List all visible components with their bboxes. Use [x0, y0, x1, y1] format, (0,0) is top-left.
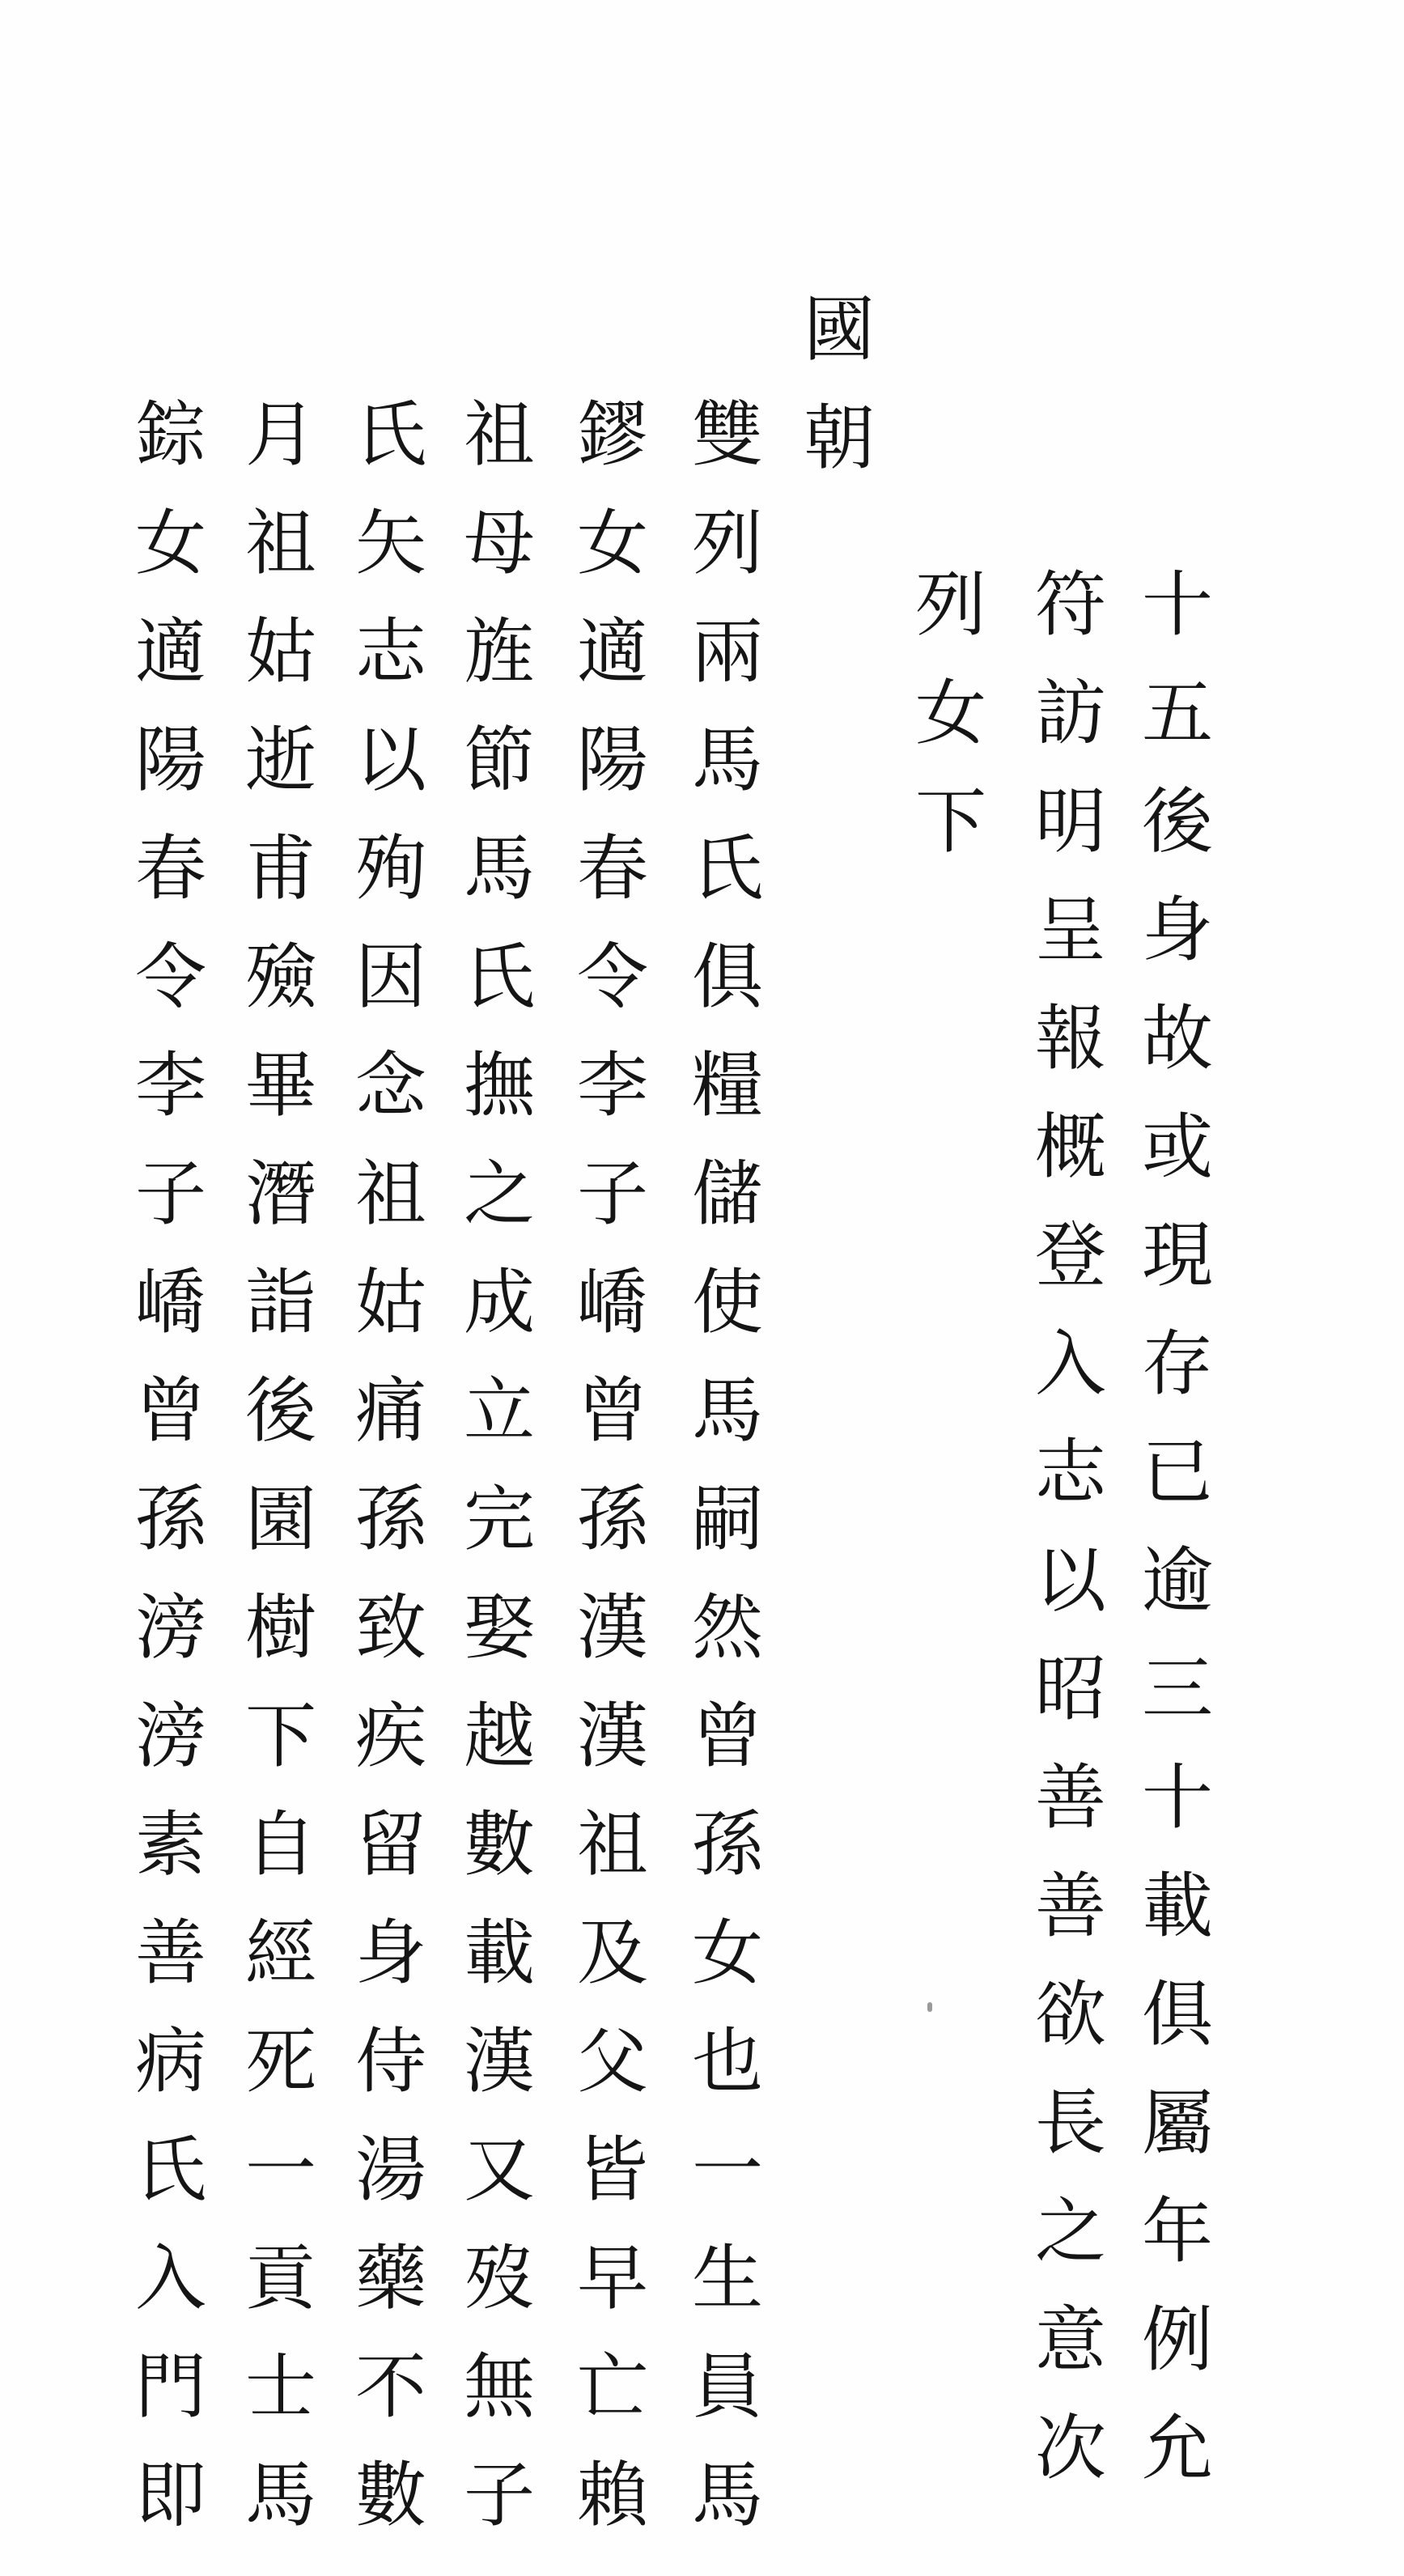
text-column-5: 雙列兩馬氏俱糧儲使馬嗣然曾孫女也一生員馬 [681, 397, 764, 2565]
text-column-9: 月祖姑逝甫殮畢潛詣後園樹下自經死一貢士馬 [234, 397, 317, 2565]
text-column-7: 祖母旌節馬氏撫之成立完娶越數載漢又歿無子 [452, 397, 536, 2565]
ink-speck [927, 2002, 932, 2012]
section-heading: 列女下 [904, 567, 987, 892]
text-column-1: 十五後身故或現存已逾三十載俱屬年例允 [1130, 567, 1214, 2519]
dynasty-heading: 國朝 [792, 291, 876, 508]
text-column-10: 錝女適陽春令李子嶠曾孫滂滂素善病氏入門即 [124, 397, 207, 2565]
text-column-8: 氏矢志以殉因念祖姑痛孫致疾留身侍湯藥不數 [344, 397, 427, 2565]
text-column-2: 符訪明呈報概登入志以昭善善欲長之意次 [1024, 567, 1107, 2519]
text-column-6: 鏐女適陽春令李子嶠曾孫漢漢祖及父皆早亡賴 [566, 397, 649, 2565]
